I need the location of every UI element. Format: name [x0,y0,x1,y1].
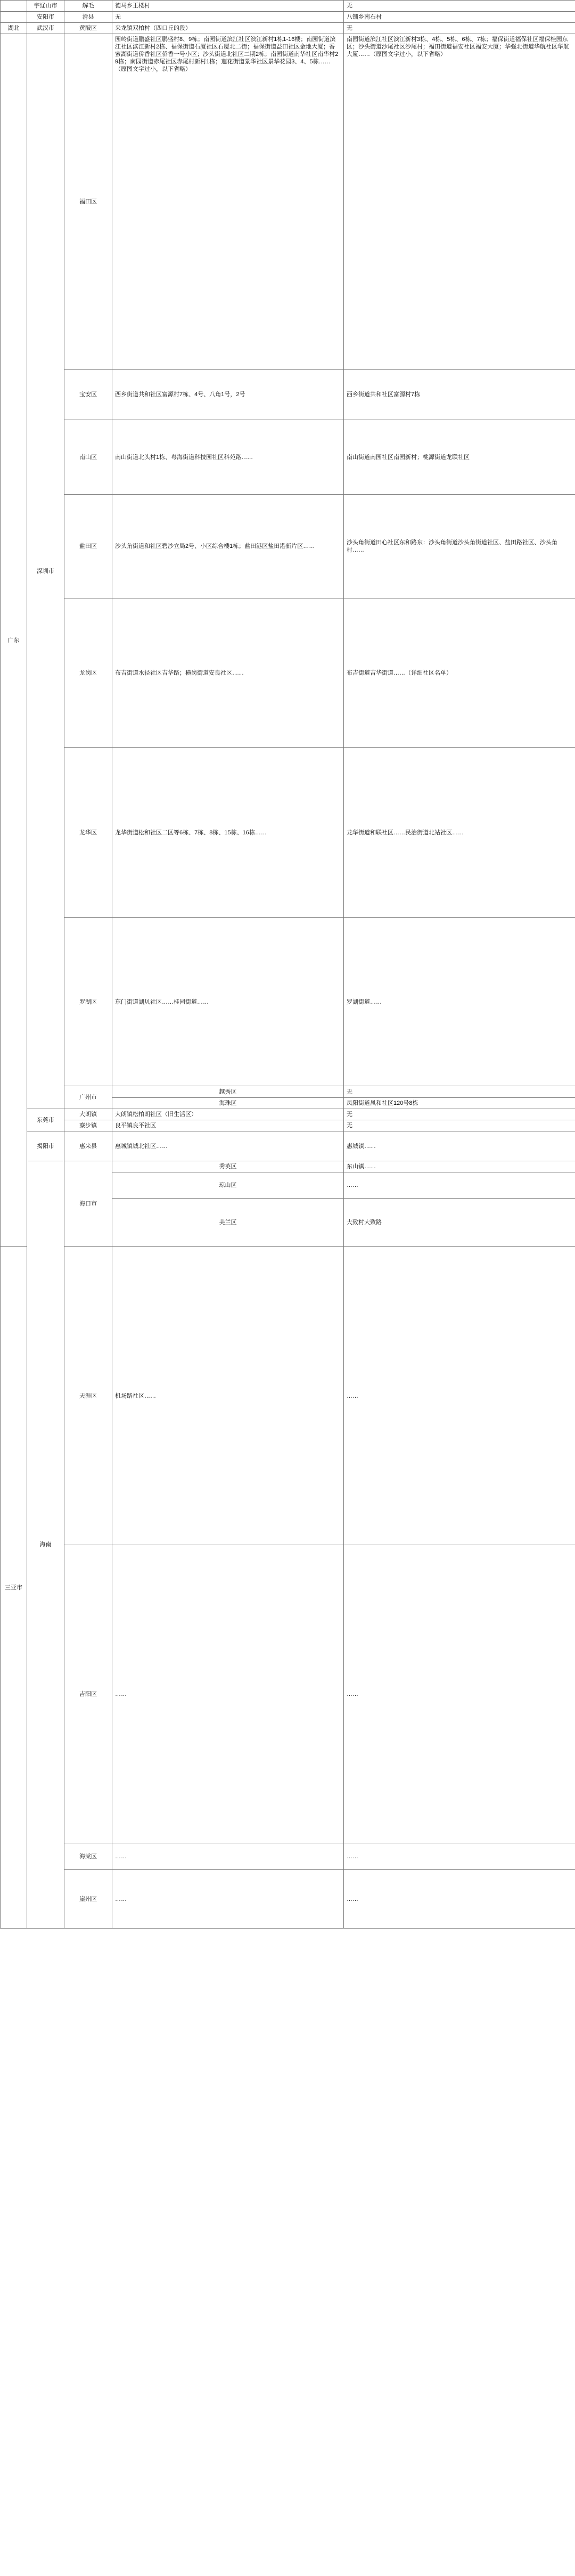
medium-risk-cell: 南园街道滨江社区滨江新村3栋、4栋、5栋、6栋、7栋；福保街道福保社区福保桂园东区；沙头街道沙尾社区沙尾村；福田街道福安社区福安大厦；华强北街道华航社区华航大厦……（原图文字过小，以下省略） [344,34,575,370]
province-cell: 广东 [1,34,27,1247]
city-cell: 安阳市 [27,12,64,23]
medium-risk-cell: 西乡街道共和社区富源村7栋 [344,370,575,420]
medium-risk-cell: 无 [344,1,575,12]
city-cell: 武汉市 [27,23,64,34]
high-risk-cell: 良平镇良平社区 [112,1120,344,1131]
city-cell: 深圳市 [27,34,64,1109]
high-risk-cell: 园岭街道鹏盛社区鹏盛村8、9栋；南园街道滨江社区滨江新村1栋1-16楼；南园街道滨江社区滨江新村2栋、福保街道石厦社区石厦北二街；福保街道益田社区金地大厦；香蜜湖街道侨香社区侨香一号小区；沙头街道北社区二期2栋；南园街道南华社区南华村29栋；南园街道赤尾社区赤尾村新村1栋；莲花街道景华社区景华花园3、4、5栋……（原图文字过小，以下省略） [112,34,344,370]
medium-risk-cell: 惠城镇…… [344,1131,575,1161]
district-cell: 海珠区 [112,1098,344,1109]
high-risk-cell: 大致村大致路 [344,1199,575,1247]
district-cell: 越秀区 [112,1086,344,1098]
district-cell: 寮步镇 [64,1120,112,1131]
high-risk-cell: …… [112,1545,344,1843]
district-cell: 龙华区 [64,748,112,918]
high-risk-cell: 西乡街道共和社区富源村7栋、4号、八角1号，2号 [112,370,344,420]
high-risk-cell: …… [112,1870,344,1929]
city-cell: 揭阳市 [27,1131,64,1161]
district-cell: 崖州区 [64,1870,112,1929]
district-cell: 海棠区 [64,1843,112,1870]
city-cell: 广州市 [64,1086,112,1109]
medium-risk-cell: 龙华街道和联社区……民治街道北站社区…… [344,748,575,918]
high-risk-cell: …… [344,1172,575,1199]
city-cell: 三亚市 [1,1247,27,1929]
district-cell: 琼山区 [112,1172,344,1199]
high-risk-cell: 东山镇…… [344,1161,575,1172]
medium-risk-cell: 无 [344,1109,575,1120]
high-risk-cell: 凤阳街道凤和社区120号8栋 [344,1098,575,1109]
district-cell: 宝安区 [64,370,112,420]
high-risk-cell: 南山街道北头村1栋、粤海街道科技园社区科苑路…… [112,420,344,495]
district-cell: 大朗镇 [64,1109,112,1120]
province-cell: 海南 [27,1161,64,1929]
medium-risk-cell: 沙头角街道田心社区东和路东：沙头角街道沙头角街道社区、盐田路社区、沙头角村…… [344,495,575,598]
district-cell: 美兰区 [112,1199,344,1247]
medium-risk-cell: …… [344,1870,575,1929]
medium-risk-cell: …… [344,1545,575,1843]
medium-risk-cell: 布吉街道吉华街道……（详细社区名单） [344,598,575,748]
city-cell: 宇辽山市 [27,1,64,12]
high-risk-cell: 惠城镇城北社区…… [112,1131,344,1161]
high-risk-cell: 东门街道湖贝社区……桂园街道…… [112,918,344,1086]
high-risk-cell: 布吉街道水径社区吉华路；横岗街道安良社区…… [112,598,344,748]
district-cell: 南山区 [64,420,112,495]
district-cell: 惠来县 [64,1131,112,1161]
medium-risk-cell: 罗湖街道…… [344,918,575,1086]
medium-risk-cell: …… [344,1843,575,1870]
high-risk-cell: 无 [344,1086,575,1098]
district-cell: 黄陂区 [64,23,112,34]
high-risk-cell: …… [112,1843,344,1870]
city-cell: 东莞市 [27,1109,64,1131]
district-cell: 滑县 [64,12,112,23]
district-cell: 天涯区 [64,1247,112,1545]
district-cell: 盐田区 [64,495,112,598]
medium-risk-cell: 南山街道南园社区南园新村；桃源街道龙联社区 [344,420,575,495]
high-risk-cell: 机场路社区…… [112,1247,344,1545]
high-risk-cell: 来龙镇双柏村（四口丘的段） [112,23,344,34]
district-cell: 秀英区 [112,1161,344,1172]
medium-risk-cell: 无 [344,1120,575,1131]
city-cell: 海口市 [64,1161,112,1247]
medium-risk-cell: 无 [344,23,575,34]
high-risk-cell: 无 [112,12,344,23]
high-risk-cell: 德马乡王楼村 [112,1,344,12]
district-cell: 吉阳区 [64,1545,112,1843]
district-cell: 解毛 [64,1,112,12]
high-risk-cell: 沙头角街道和社区碧沙立局2号、小区综合楼1栋；盐田港区盐田港新片区…… [112,495,344,598]
high-risk-cell: 龙华街道松和社区二区等6栋、7栋、8栋、15栋、16栋…… [112,748,344,918]
district-cell: 龙岗区 [64,598,112,748]
high-risk-cell: 大朗镇松柏朗社区（旧生活区） [112,1109,344,1120]
medium-risk-cell: …… [344,1247,575,1545]
province-cell: 湖北 [1,23,27,34]
district-cell: 罗湖区 [64,918,112,1086]
medium-risk-cell: 八铺乡南石村 [344,12,575,23]
district-cell: 福田区 [64,34,112,370]
